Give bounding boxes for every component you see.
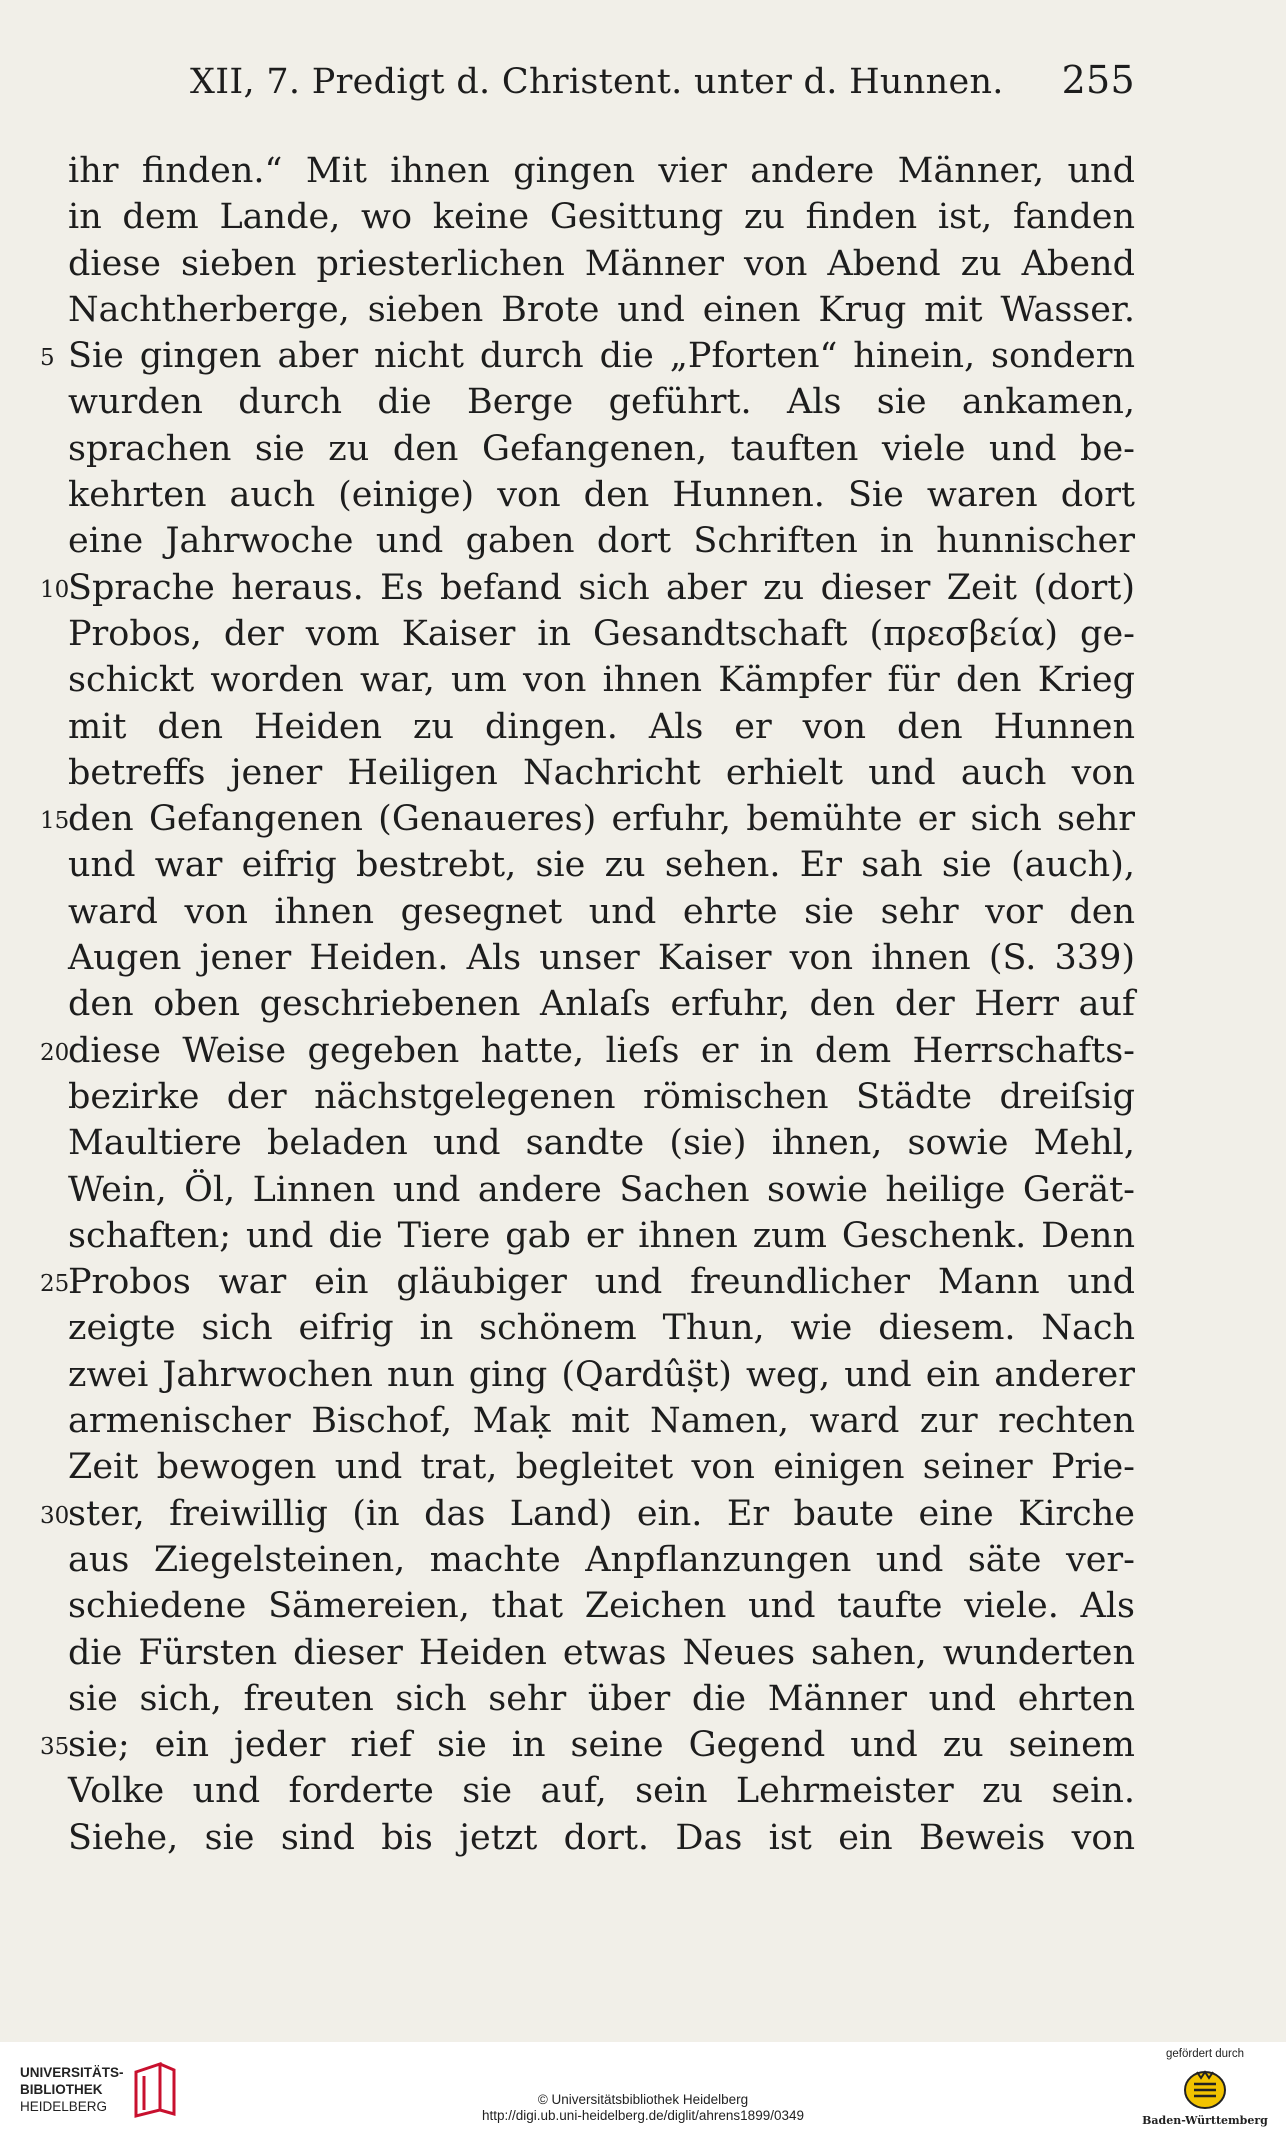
text-line bbox=[40, 1028, 1135, 1074]
line-text: Siehe, sie sind bis jetzt dort. Das ist ein Beweis von bbox=[68, 1817, 1135, 1858]
text-line bbox=[40, 1722, 1135, 1768]
text-line bbox=[40, 333, 1135, 379]
text-line bbox=[40, 1491, 1135, 1537]
line-text: Nachtherberge, sieben Brote und einen Krug mit Wasser. bbox=[68, 289, 1135, 330]
sponsor-name: Baden-Württemberg bbox=[1142, 2114, 1268, 2127]
text-line bbox=[68, 472, 1135, 518]
line-text: Wein, Öl, Linnen und andere Sachen sowie heilige Gerät- bbox=[68, 1169, 1135, 1210]
text-line bbox=[68, 1630, 1135, 1676]
text-line bbox=[68, 704, 1135, 750]
line-text: bezirke der nächstgelegenen römischen Städte dreiſsig bbox=[68, 1076, 1135, 1117]
page-header bbox=[190, 58, 1135, 102]
text-line bbox=[68, 148, 1135, 194]
text-line bbox=[68, 1583, 1135, 1629]
copyright-block bbox=[0, 2092, 1286, 2124]
text-line bbox=[68, 518, 1135, 564]
library-name-line3: HEIDELBERG bbox=[20, 2099, 108, 2114]
body-text bbox=[40, 148, 1135, 1861]
text-line bbox=[68, 1120, 1135, 1166]
text-line bbox=[68, 194, 1135, 240]
sponsor-block bbox=[1140, 2048, 1270, 2127]
text-line bbox=[68, 1537, 1135, 1583]
line-text: eine Jahrwoche und gaben dort Schriften in hunnischer bbox=[68, 521, 1135, 562]
text-line bbox=[68, 1213, 1135, 1259]
line-text: kehrten auch (einige) von den Hunnen. Sie waren dort bbox=[68, 475, 1135, 516]
line-text: mit den Heiden zu dingen. Als er von den Hunnen bbox=[68, 706, 1135, 747]
text-line bbox=[68, 1444, 1135, 1490]
line-text: ster, freiwillig (in das Land) ein. Er baute eine Kirche bbox=[68, 1493, 1135, 1534]
text-line bbox=[68, 241, 1135, 287]
sponsor-label: gefördert durch bbox=[1166, 2048, 1244, 2060]
line-number: 25 bbox=[40, 1271, 70, 1298]
line-text: armenischer Bischof, Maḳ mit Namen, ward zur rechten bbox=[68, 1401, 1135, 1442]
permalink-url[interactable]: http://digi.ub.uni-heidelberg.de/diglit/ahrens1899/0349 bbox=[482, 2108, 804, 2123]
text-line bbox=[68, 426, 1135, 472]
line-text: wurden durch die Berge geführt. Als sie ankamen, bbox=[68, 382, 1135, 423]
line-text: sie sich, freuten sich sehr über die Männer und ehrten bbox=[68, 1678, 1135, 1719]
line-number: 5 bbox=[40, 345, 55, 372]
text-line bbox=[68, 1305, 1135, 1351]
line-text: schiedene Sämereien, that Zeichen und taufte viele. Als bbox=[68, 1586, 1135, 1627]
line-text: Sie gingen aber nicht durch die „Pforten“ hinein, sondern bbox=[68, 336, 1135, 377]
line-text: betreffs jener Heiligen Nachricht erhielt und auch von bbox=[68, 752, 1135, 793]
line-text: den oben geschriebenen Anlaſs erfuhr, den der Herr auf bbox=[68, 984, 1135, 1025]
line-text: Sprache heraus. Es befand sich aber zu dieser Zeit (dort) bbox=[68, 567, 1135, 608]
text-line bbox=[68, 1676, 1135, 1722]
line-number: 20 bbox=[40, 1039, 70, 1066]
text-line bbox=[68, 1352, 1135, 1398]
footer bbox=[0, 2042, 1286, 2134]
line-text: in dem Lande, wo keine Gesittung zu finden ist, fanden bbox=[68, 197, 1135, 238]
text-line bbox=[68, 287, 1135, 333]
page-number: 255 bbox=[1061, 58, 1135, 102]
line-text: aus Ziegelsteinen, machte Anpflanzungen und säte ver- bbox=[68, 1539, 1135, 1580]
line-text: Augen jener Heiden. Als unser Kaiser von ihnen (S. 339) bbox=[68, 938, 1135, 979]
line-text: Probos war ein gläubiger und freundlicher Mann und bbox=[68, 1262, 1135, 1303]
line-text: diese Weise gegeben hatte, lieſs er in dem Herrschafts- bbox=[68, 1030, 1135, 1071]
line-text: Zeit bewogen und trat, begleitet von einigen seiner Prie- bbox=[68, 1447, 1135, 1488]
line-text: diese sieben priesterlichen Männer von Abend zu Abend bbox=[68, 243, 1135, 284]
line-text: schaften; und die Tiere gab er ihnen zum Geschenk. Denn bbox=[68, 1215, 1135, 1256]
copyright-text: © Universitätsbibliothek Heidelberg bbox=[537, 2092, 749, 2107]
text-line bbox=[68, 1167, 1135, 1213]
text-line bbox=[68, 981, 1135, 1027]
text-line bbox=[68, 889, 1135, 935]
text-line bbox=[68, 1815, 1135, 1861]
line-text: zwei Jahrwochen nun ging (Qardûṣ̈t) weg, und ein anderer bbox=[68, 1354, 1135, 1395]
running-title: XII, 7. Predigt d. Christent. unter d. Hunnen. bbox=[190, 62, 1004, 102]
text-line bbox=[68, 1074, 1135, 1120]
state-crest-icon bbox=[1182, 2064, 1228, 2112]
text-line bbox=[68, 842, 1135, 888]
text-line bbox=[68, 1768, 1135, 1814]
line-text: schickt worden war, um von ihnen Kämpfer für den Krieg bbox=[68, 660, 1135, 701]
line-text: sie; ein jeder rief sie in seine Gegend und zu seinem bbox=[68, 1725, 1135, 1766]
line-text: ihr finden.“ Mit ihnen gingen vier andere Männer, und bbox=[68, 151, 1135, 191]
library-name-line2: BIBLIOTHEK bbox=[20, 2082, 103, 2097]
text-line bbox=[68, 657, 1135, 703]
line-number: 15 bbox=[40, 808, 70, 835]
text-line bbox=[68, 611, 1135, 657]
line-text: den Gefangenen (Genaueres) erfuhr, bemühte er sich sehr bbox=[68, 799, 1135, 840]
text-line bbox=[68, 935, 1135, 981]
line-number: 10 bbox=[40, 576, 70, 603]
text-line bbox=[40, 796, 1135, 842]
text-line bbox=[40, 565, 1135, 611]
line-text: Volke und forderte sie auf, sein Lehrmeister zu sein. bbox=[68, 1771, 1135, 1812]
line-number: 35 bbox=[40, 1734, 70, 1761]
line-text: sprachen sie zu den Gefangenen, tauften viele und be- bbox=[68, 428, 1135, 469]
text-line bbox=[40, 1259, 1135, 1305]
library-name-line1: UNIVERSITÄTS- bbox=[20, 2065, 124, 2080]
line-text: zeigte sich eifrig in schönem Thun, wie diesem. Nach bbox=[68, 1308, 1135, 1349]
text-line bbox=[68, 1398, 1135, 1444]
line-text: ward von ihnen gesegnet und ehrte sie sehr vor den bbox=[68, 891, 1135, 932]
line-text: die Fürsten dieser Heiden etwas Neues sahen, wunderten bbox=[68, 1632, 1135, 1673]
text-line bbox=[68, 379, 1135, 425]
line-text: Probos, der vom Kaiser in Gesandtschaft (πρεσβεία) ge- bbox=[68, 613, 1135, 654]
line-text: Maultiere beladen und sandte (sie) ihnen, sowie Mehl, bbox=[68, 1123, 1135, 1164]
line-number: 30 bbox=[40, 1502, 70, 1529]
text-line bbox=[68, 750, 1135, 796]
line-text: und war eifrig bestrebt, sie zu sehen. Er sah sie (auch), bbox=[68, 845, 1135, 886]
